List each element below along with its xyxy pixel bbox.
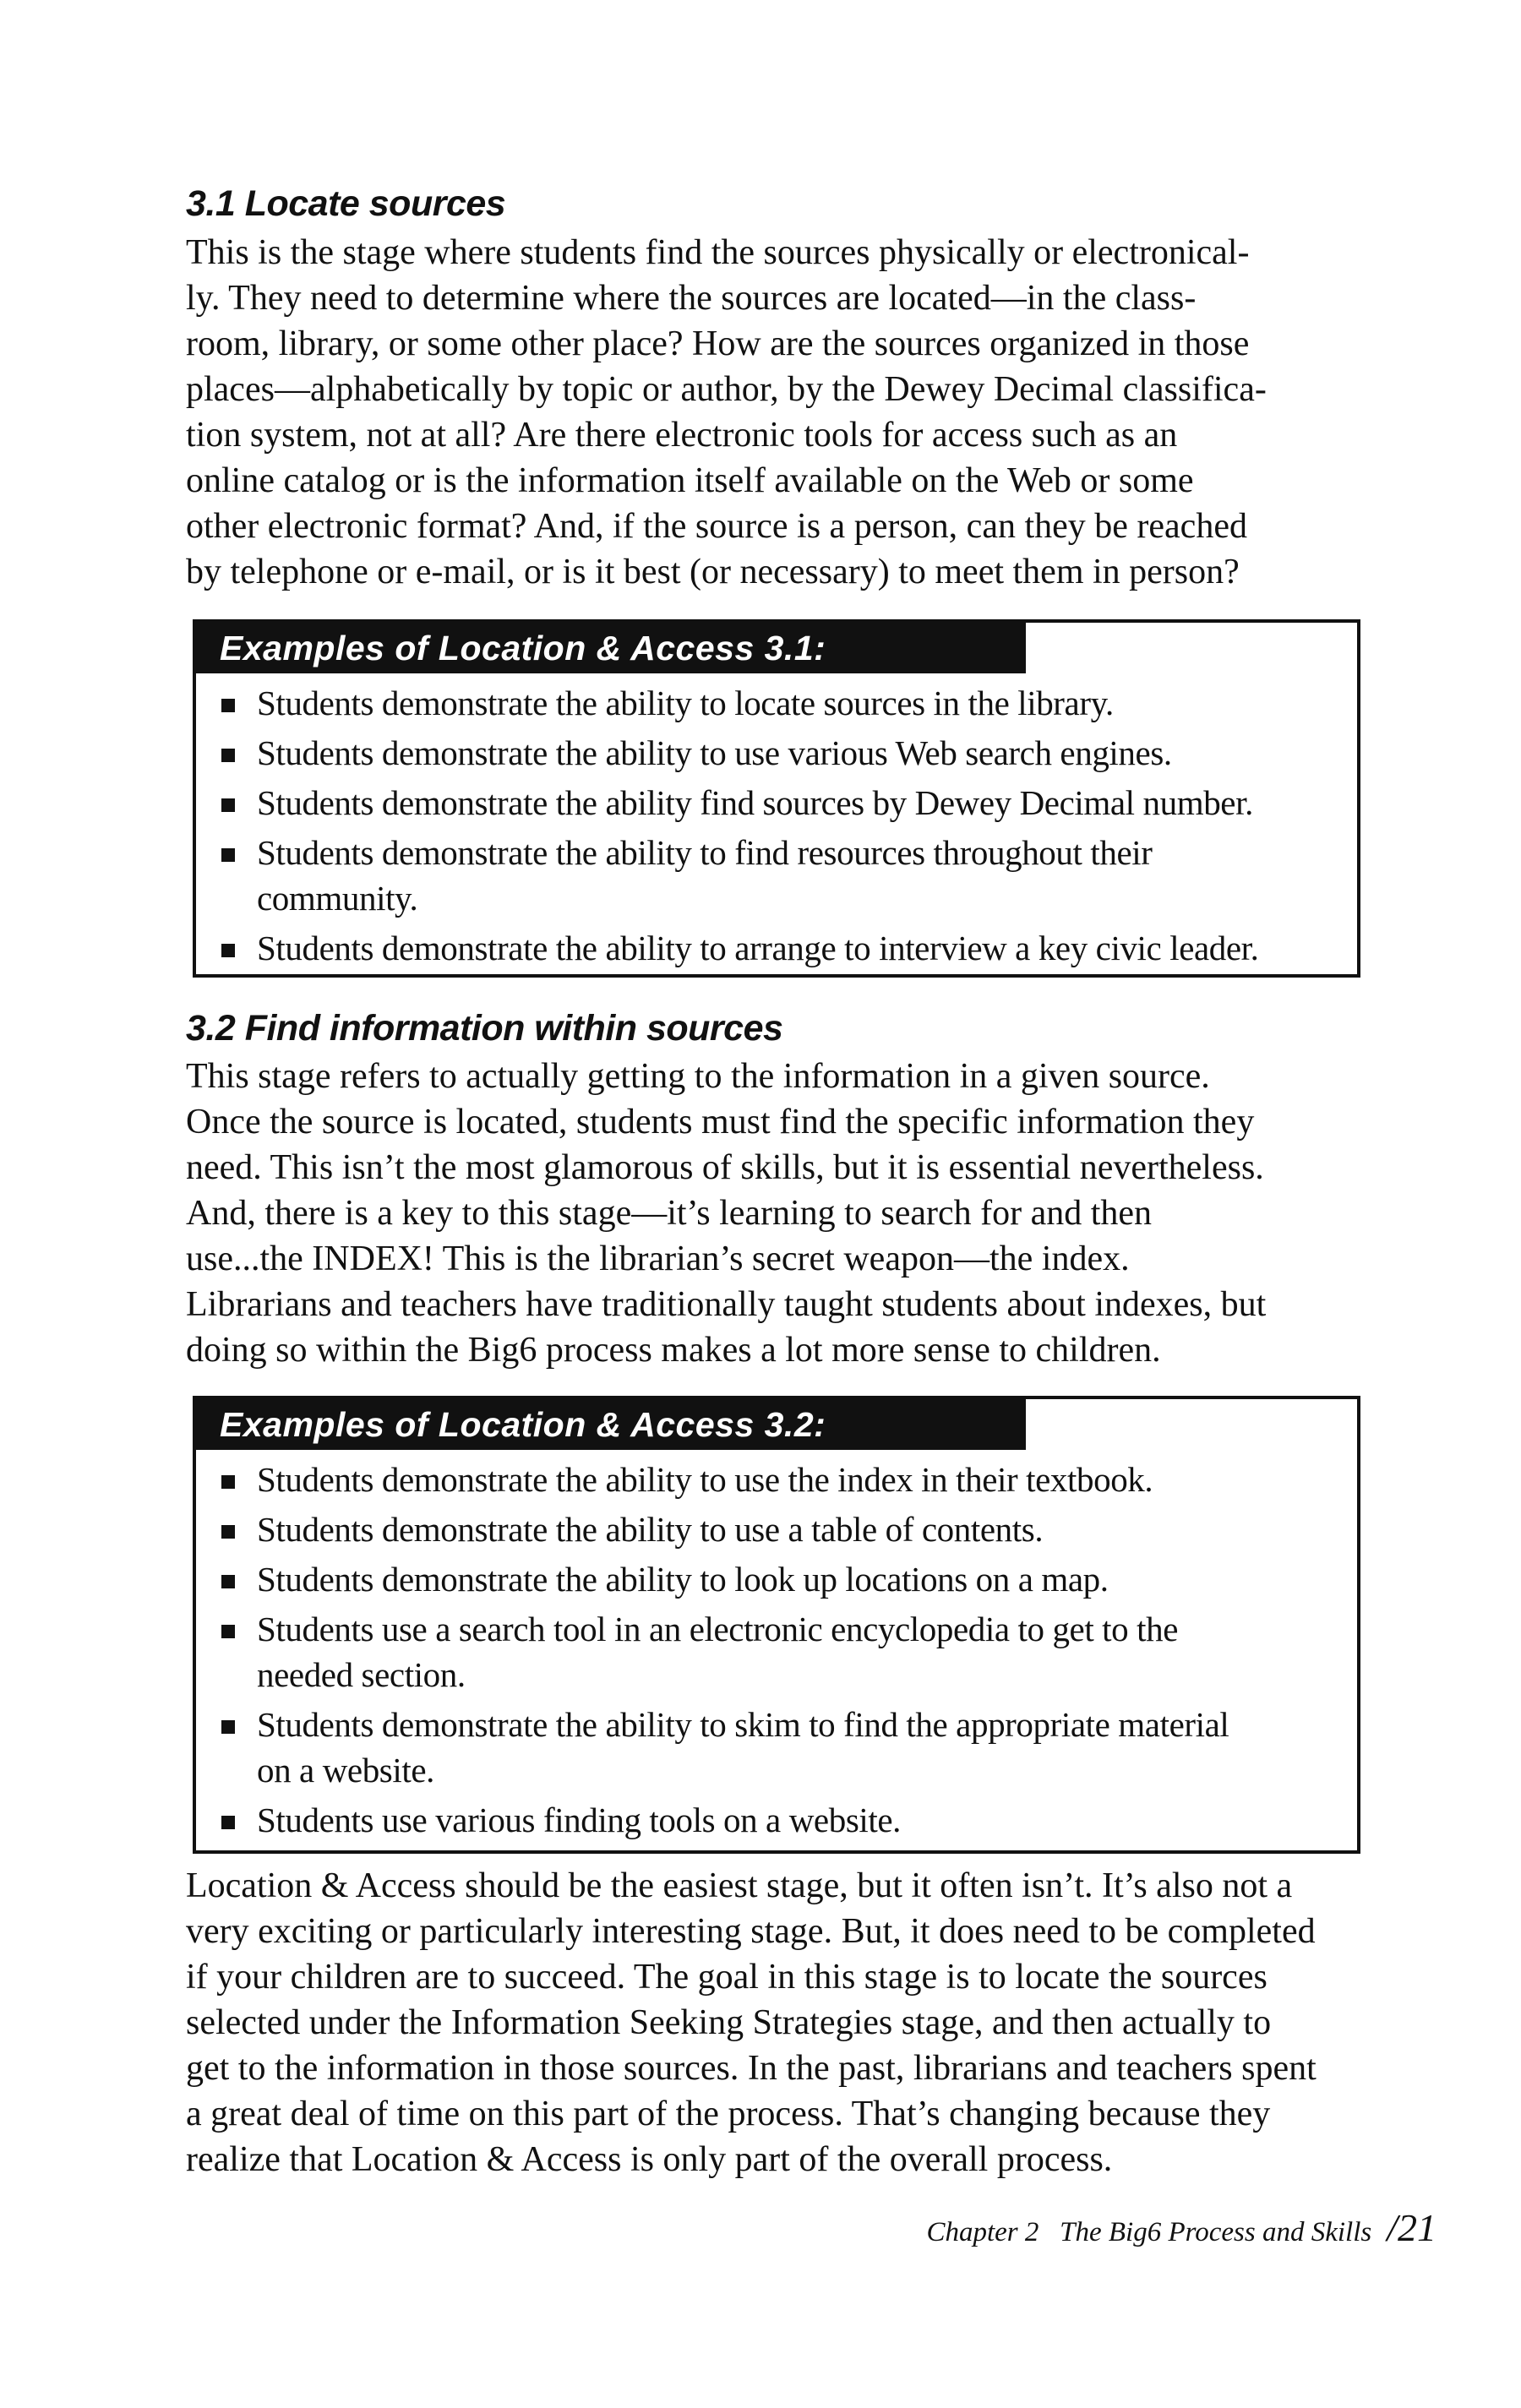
paragraph-line: selected under the Information Seeking Strategies stage, and then actually to: [186, 2003, 1272, 2042]
paragraph-line: And, there is a key to this stage—it’s learning to search for and then: [186, 1194, 1153, 1233]
examples-box-title: Examples of Location & Access 3.1:: [196, 623, 1026, 673]
paragraph-line: Location & Access should be the easiest stage, but it often isn’t. It’s also not a: [186, 1866, 1293, 1905]
list-item: [215, 1606, 1347, 1697]
paragraph-line: This is the stage where students find the sources physically or electronical-: [186, 233, 1250, 272]
paragraph-line: realize that Location & Access is only part of the overall process.: [186, 2140, 1113, 2179]
examples-list: [215, 680, 1347, 975]
closing-paragraph: [186, 1863, 1369, 2182]
list-item-text: Students demonstrate the ability to use various Web search engines.: [257, 733, 1172, 772]
list-item: [215, 830, 1347, 921]
square-bullet-icon: [221, 1625, 235, 1638]
paragraph-line: room, library, or some other place? How are the sources organized in those: [186, 324, 1250, 363]
paragraph-line: Once the source is located, students must find the specific information they: [186, 1103, 1255, 1141]
list-item-text: Students demonstrate the ability to use a table of contents.: [257, 1510, 1044, 1549]
examples-box-title: Examples of Location & Access 3.2:: [196, 1399, 1026, 1450]
list-item-text: Students demonstrate the ability to locate sources in the library.: [257, 684, 1114, 722]
list-item-text: community.: [257, 879, 418, 918]
page-footer: [926, 2205, 1436, 2250]
paragraph-line: a great deal of time on this part of the process. That’s changing because they: [186, 2095, 1271, 2133]
square-bullet-icon: [221, 848, 235, 862]
examples-box-3-2: [193, 1396, 1360, 1854]
paragraph-line: tion system, not at all? Are there electronic tools for access such as an: [186, 416, 1178, 455]
list-item: [215, 1702, 1347, 1793]
list-item-text: Students use various finding tools on a website.: [257, 1801, 902, 1839]
list-item: [215, 1556, 1347, 1602]
section-heading-3-2: 3.2 Find information within sources: [186, 1008, 783, 1049]
square-bullet-icon: [221, 1720, 235, 1734]
list-item: [215, 925, 1347, 971]
square-bullet-icon: [221, 1816, 235, 1829]
square-bullet-icon: [221, 1575, 235, 1588]
paragraph-line: online catalog or is the information itself available on the Web or some: [186, 461, 1194, 500]
paragraph-line: This stage refers to actually getting to the information in a given source.: [186, 1057, 1210, 1096]
paragraph-line: if your children are to succeed. The goal in this stage is to locate the sources: [186, 1958, 1268, 1997]
list-item-text: needed section.: [257, 1655, 466, 1694]
paragraph-line: get to the information in those sources. In the past, librarians and teachers spent: [186, 2049, 1317, 2088]
paragraph-line: Librarians and teachers have traditionally taught students about indexes, but: [186, 1285, 1267, 1324]
list-item-text: Students demonstrate the ability to arrange to interview a key civic leader.: [257, 929, 1259, 967]
list-item-text: Students demonstrate the ability to use the index in their textbook.: [257, 1460, 1153, 1499]
list-item: [215, 730, 1347, 776]
paragraph-line: need. This isn’t the most glamorous of skills, but it is essential nevertheless.: [186, 1148, 1264, 1187]
examples-box-3-1: [193, 619, 1360, 978]
page-number: /21: [1387, 2206, 1436, 2249]
square-bullet-icon: [221, 944, 235, 957]
square-bullet-icon: [221, 1525, 235, 1539]
list-item: [215, 780, 1347, 825]
paragraph-line: use...the INDEX! This is the librarian’s secret weapon—the index.: [186, 1239, 1130, 1278]
examples-list: [215, 1457, 1347, 1847]
paragraph-line: places—alphabetically by topic or author, by the Dewey Decimal classifica-: [186, 370, 1267, 409]
list-item-text: on a website.: [257, 1751, 434, 1790]
section-heading-3-1: 3.1 Locate sources: [186, 183, 506, 224]
square-bullet-icon: [221, 1475, 235, 1489]
section-3-2-paragraph: [186, 1054, 1369, 1373]
list-item-text: Students demonstrate the ability to find resources throughout their: [257, 833, 1153, 872]
list-item-text: Students demonstrate the ability to skim to find the appropriate material: [257, 1705, 1229, 1744]
section-3-1-paragraph: [186, 230, 1369, 595]
list-item-text: Students demonstrate the ability find sources by Dewey Decimal number.: [257, 783, 1253, 822]
paragraph-line: doing so within the Big6 process makes a lot more sense to children.: [186, 1331, 1161, 1370]
list-item: [215, 1797, 1347, 1843]
list-item: [215, 1457, 1347, 1502]
square-bullet-icon: [221, 749, 235, 762]
list-item: [215, 1506, 1347, 1552]
list-item-text: Students demonstrate the ability to look up locations on a map.: [257, 1560, 1109, 1599]
paragraph-line: by telephone or e-mail, or is it best (or necessary) to meet them in person?: [186, 553, 1240, 591]
list-item-text: Students use a search tool in an electronic encyclopedia to get to the: [257, 1610, 1179, 1648]
square-bullet-icon: [221, 699, 235, 712]
paragraph-line: other electronic format? And, if the source is a person, can they be reached: [186, 507, 1247, 546]
list-item: [215, 680, 1347, 726]
running-head: Chapter 2 The Big6 Process and Skills: [926, 2217, 1372, 2247]
paragraph-line: ly. They need to determine where the sources are located—in the class-: [186, 279, 1197, 318]
paragraph-line: very exciting or particularly interesting stage. But, it does need to be completed: [186, 1912, 1316, 1951]
square-bullet-icon: [221, 798, 235, 812]
